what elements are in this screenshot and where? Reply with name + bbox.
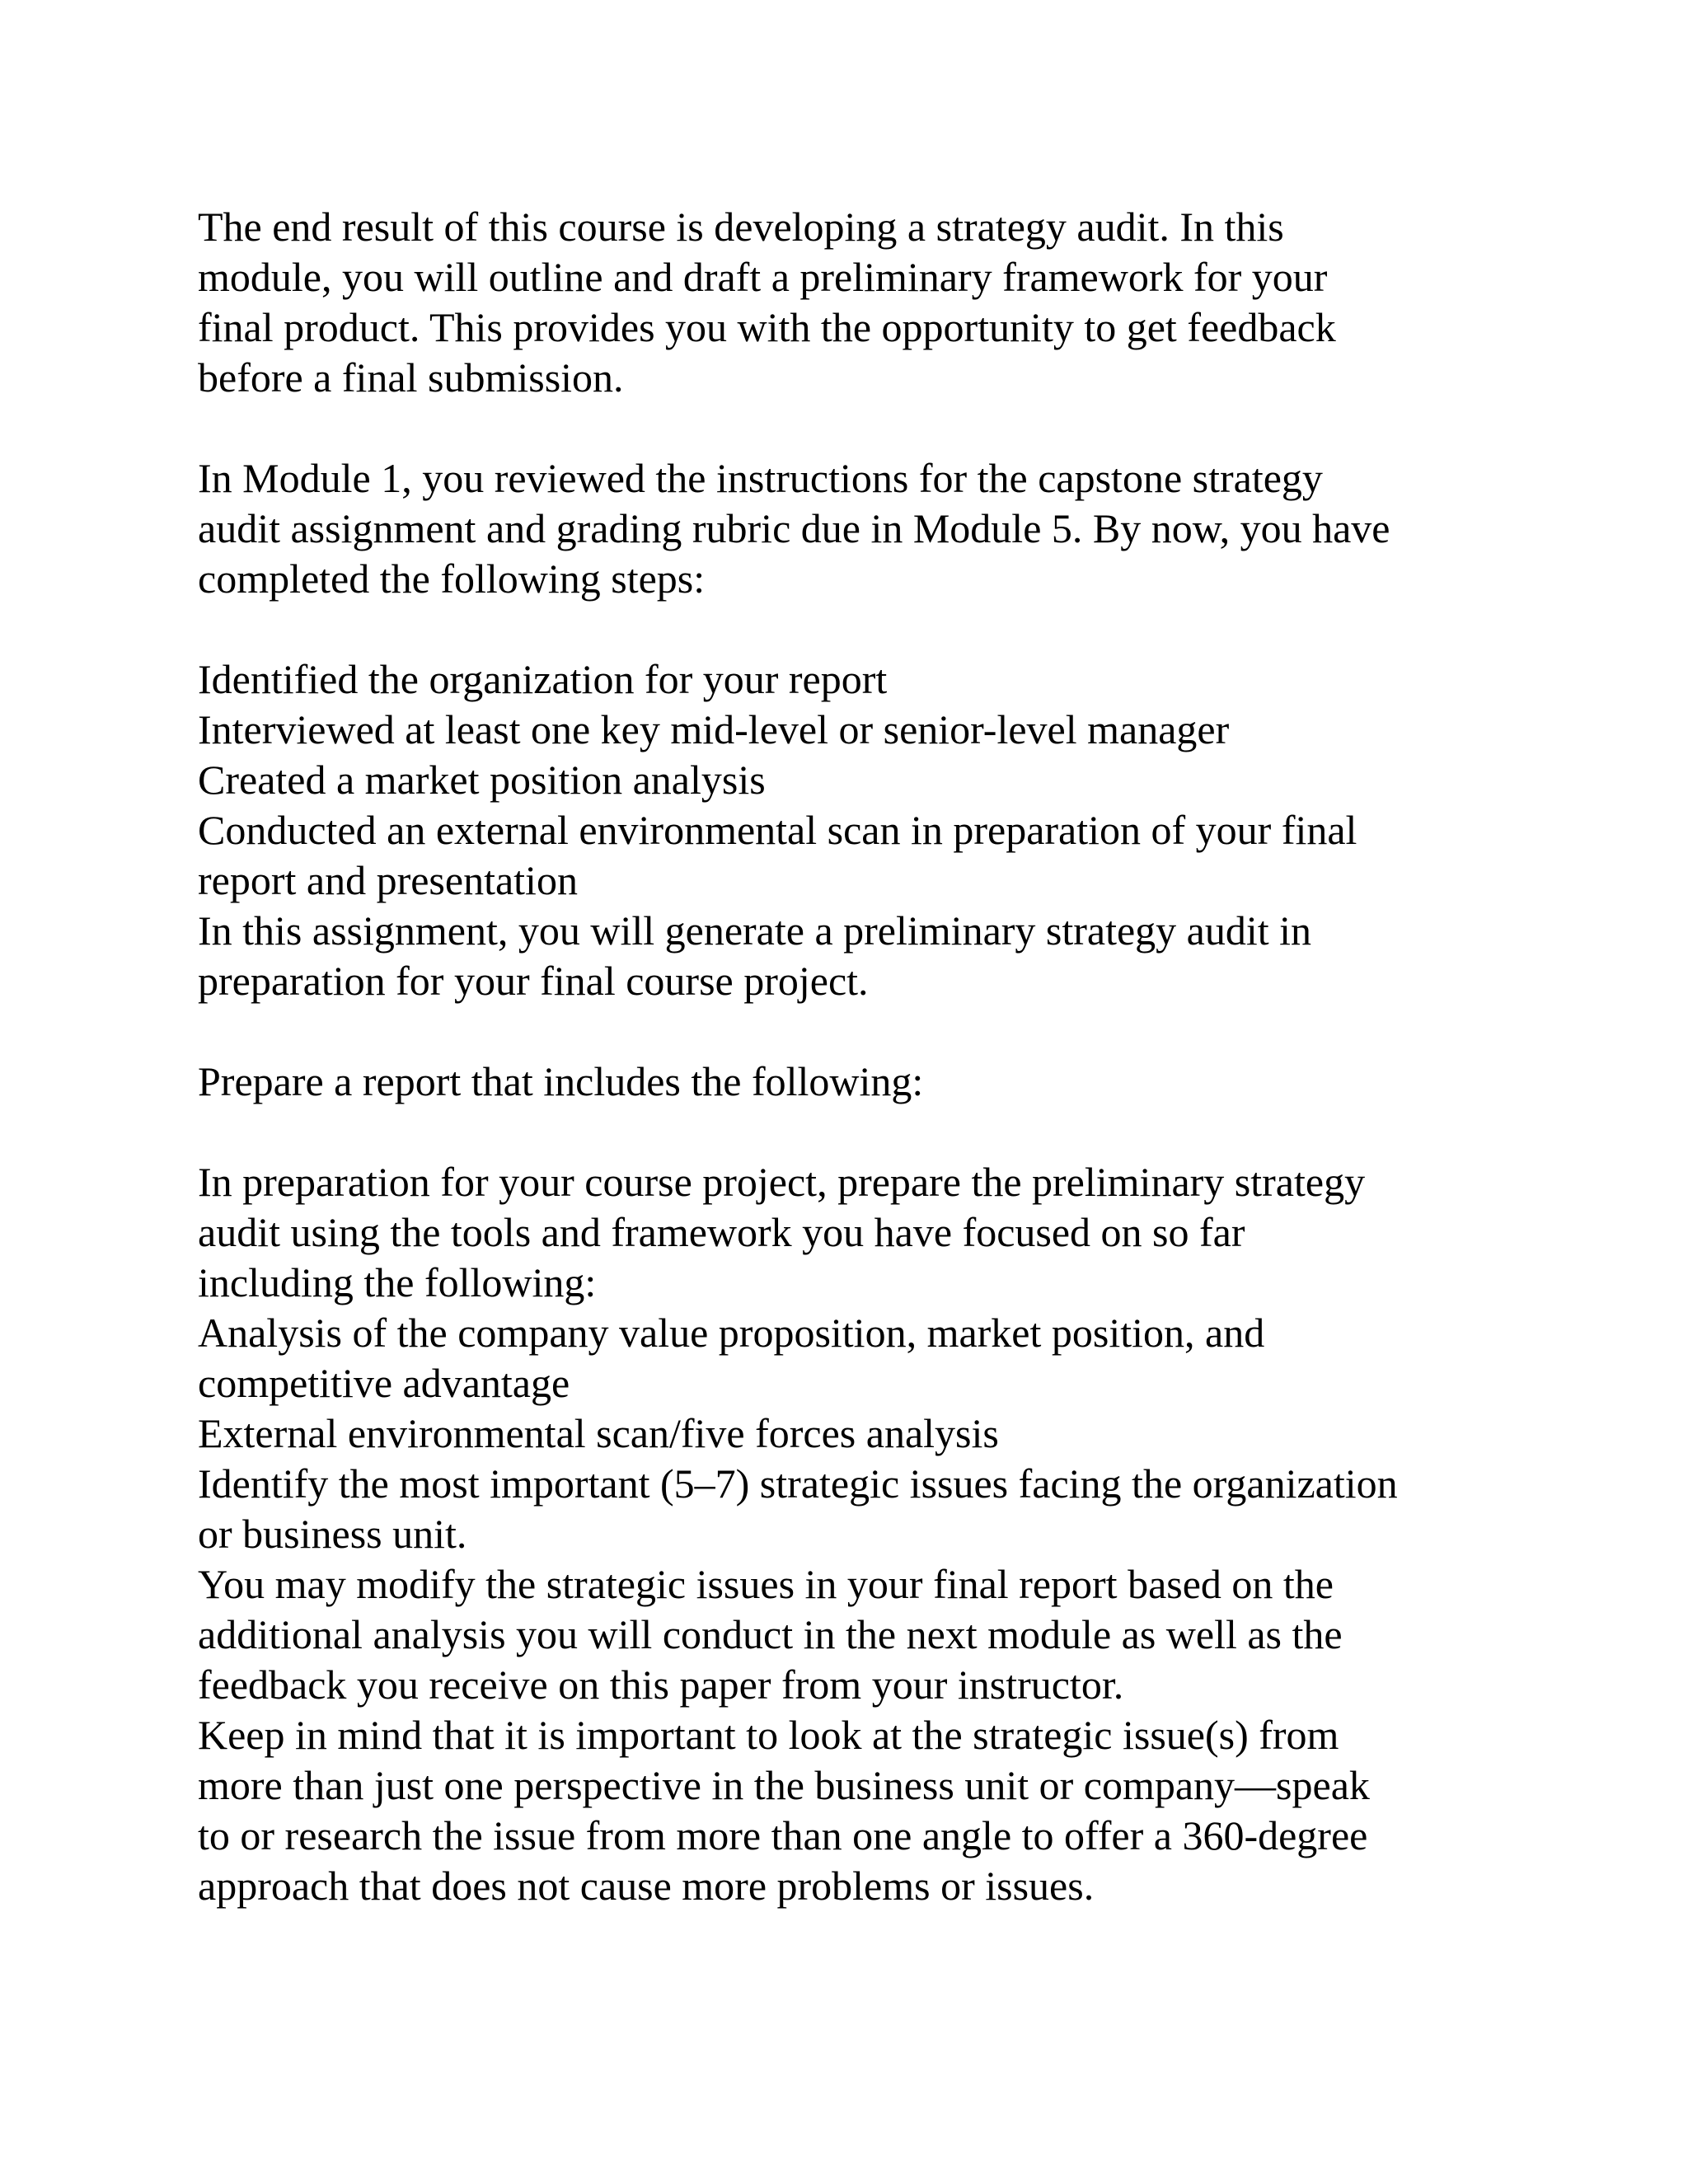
paragraph-gap: [198, 1006, 1500, 1057]
intro-paragraph: [198, 202, 1500, 403]
step-item: Interviewed at least one key mid-level or senior-level manager: [198, 706, 1230, 752]
paragraph-gap: [198, 1107, 1500, 1157]
module-review-paragraph: [198, 453, 1500, 604]
requirement-line: additional analysis you will conduct in the next module as well as the: [198, 1611, 1343, 1657]
paragraph-gap: [198, 604, 1500, 654]
document-body: [198, 202, 1500, 1911]
requirement-line: audit using the tools and framework you have focused on so far: [198, 1209, 1245, 1255]
requirement-line: or business unit.: [198, 1511, 467, 1557]
prepare-intro-paragraph: [198, 1057, 1500, 1107]
requirement-line: Analysis of the company value proposition, market position, and: [198, 1310, 1265, 1356]
step-item: report and presentation: [198, 857, 578, 903]
text-line: final product. This provides you with the opportunity to get feedback: [198, 304, 1336, 350]
requirement-line: In preparation for your course project, prepare the preliminary strategy: [198, 1159, 1366, 1205]
text-line: audit assignment and grading rubric due in Module 5. By now, you have: [198, 505, 1390, 551]
step-item: Identified the organization for your report: [198, 656, 888, 702]
requirement-line: You may modify the strategic issues in your final report based on the: [198, 1561, 1334, 1607]
text-line: In Module 1, you reviewed the instructions for the capstone strategy: [198, 455, 1323, 501]
step-item: In this assignment, you will generate a preliminary strategy audit in: [198, 907, 1312, 954]
text-line: Prepare a report that includes the following:: [198, 1058, 924, 1104]
requirement-line: including the following:: [198, 1259, 597, 1305]
requirement-line: feedback you receive on this paper from your instructor.: [198, 1661, 1124, 1708]
requirement-line: Identify the most important (5–7) strategic issues facing the organization: [198, 1460, 1398, 1507]
text-line: The end result of this course is developing a strategy audit. In this: [198, 204, 1284, 250]
requirement-line: competitive advantage: [198, 1360, 570, 1406]
step-item: Conducted an external environmental scan in preparation of your final: [198, 807, 1357, 853]
requirement-line: approach that does not cause more problems or issues.: [198, 1863, 1095, 1909]
requirements-list: [198, 1157, 1500, 1911]
step-item: Created a market position analysis: [198, 757, 766, 803]
step-item: preparation for your final course project.: [198, 958, 869, 1004]
requirement-line: Keep in mind that it is important to look at the strategic issue(s) from: [198, 1712, 1339, 1758]
paragraph-gap: [198, 403, 1500, 453]
steps-list: [198, 654, 1500, 1006]
requirement-line: to or research the issue from more than one angle to offer a 360-degree: [198, 1812, 1368, 1858]
text-line: before a final submission.: [198, 354, 624, 401]
text-line: completed the following steps:: [198, 555, 706, 602]
requirement-line: External environmental scan/five forces analysis: [198, 1410, 999, 1456]
text-line: module, you will outline and draft a preliminary framework for your: [198, 254, 1328, 300]
requirement-line: more than just one perspective in the business unit or company—speak: [198, 1762, 1370, 1808]
